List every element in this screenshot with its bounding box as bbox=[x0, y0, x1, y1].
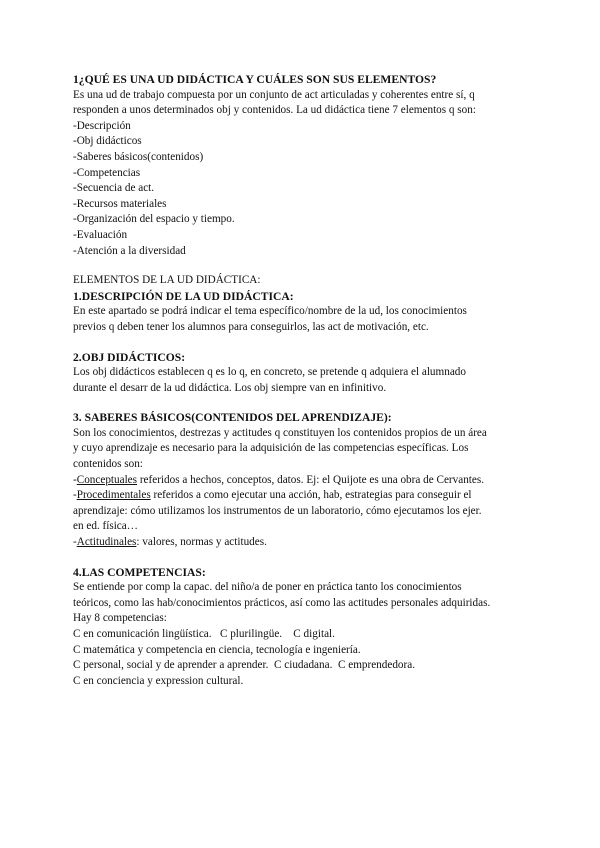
section-descripcion-heading: 1.DESCRIPCIÓN DE LA UD DIDÁCTICA: bbox=[73, 289, 294, 303]
section-competencias-line: C en conciencia y expression cultural. bbox=[73, 674, 244, 687]
procedimentales-item bbox=[73, 488, 543, 504]
item-dash: - bbox=[73, 473, 77, 486]
spacer bbox=[73, 396, 543, 410]
section-competencias-line: Hay 8 competencias: bbox=[73, 612, 167, 625]
spacer bbox=[73, 259, 543, 273]
section-descripcion-body bbox=[73, 304, 543, 335]
elements-list bbox=[73, 119, 543, 259]
list-item: -Recursos materiales bbox=[73, 197, 167, 210]
section-saberes-body bbox=[73, 426, 543, 551]
list-item: -Organización del espacio y tiempo. bbox=[73, 213, 235, 226]
list-item: -Competencias bbox=[73, 166, 141, 179]
section-competencias-line: C personal, social y de aprender a aprender. C ciudadana. C emprendedora. bbox=[73, 659, 416, 672]
section-competencias-body bbox=[73, 580, 543, 689]
elements-title: ELEMENTOS DE LA UD DIDÁCTICA: bbox=[73, 274, 261, 287]
section-1-intro bbox=[73, 88, 543, 119]
section-competencias-line: teóricos, como las hab/conocimientos prácticos, así como las actitudes personales adquiridas. bbox=[73, 596, 491, 609]
section-saberes-line: Son los conocimientos, destrezas y actitudes q constituyen los contenidos propios de un área bbox=[73, 426, 487, 439]
document-content bbox=[73, 72, 543, 689]
list-item: -Obj didácticos bbox=[73, 135, 142, 148]
list-item: -Secuencia de act. bbox=[73, 182, 155, 195]
section-descripcion-line: En este apartado se podrá indicar el tema específico/nombre de la ud, los conocimientos bbox=[73, 305, 467, 318]
spacer bbox=[73, 551, 543, 565]
procedimentales-line-3: en ed. física… bbox=[73, 520, 138, 533]
section-competencias-line: C matemática y competencia en ciencia, tecnología e ingeniería. bbox=[73, 643, 361, 656]
list-item: -Descripción bbox=[73, 119, 131, 132]
section-competencias-heading: 4.LAS COMPETENCIAS: bbox=[73, 565, 206, 579]
section-saberes-line: contenidos son: bbox=[73, 458, 143, 471]
procedimentales-line-2: aprendizaje: cómo utilizamos los instrumentos de un laboratorio, cómo ejecutamos los ejer. bbox=[73, 504, 482, 517]
procedimentales-term: Procedimentales bbox=[76, 489, 151, 502]
actitudinales-item bbox=[73, 535, 543, 551]
list-item: -Saberes básicos(contenidos) bbox=[73, 150, 204, 163]
section-1-line: responden a unos determinados obj y contenidos. La ud didáctica tiene 7 elementos q son: bbox=[73, 104, 476, 117]
list-item: -Atención a la diversidad bbox=[73, 244, 186, 257]
section-competencias-line: Se entiende por comp la capac. del niño/a de poner en práctica tanto los conocimientos bbox=[73, 581, 462, 594]
section-obj-heading: 2.OBJ DIDÁCTICOS: bbox=[73, 350, 186, 364]
conceptuales-term: Conceptuales bbox=[76, 473, 138, 486]
section-competencias-line: C en comunicación lingüística. C plurilingüe. C digital. bbox=[73, 628, 335, 640]
list-item: -Evaluación bbox=[73, 228, 128, 241]
section-obj-body bbox=[73, 365, 543, 396]
section-obj-line: durante el desarr de la ud didáctica. Los obj siempre van en infinitivo. bbox=[73, 381, 387, 394]
section-1-line: Es una ud de trabajo compuesta por un conjunto de act articuladas y coherentes entre sí, q bbox=[73, 88, 475, 101]
actitudinales-term: Actitudinales bbox=[76, 536, 137, 549]
section-obj-line: Los obj didácticos establecen q es lo q, en concreto, se pretende q adquiera el alumnado bbox=[73, 366, 466, 379]
section-descripcion-line: previos q deben tener los alumnos para conseguirlos, las act de motivación, etc. bbox=[73, 320, 429, 333]
spacer bbox=[73, 336, 543, 350]
item-dash: - bbox=[73, 489, 77, 502]
item-dash: - bbox=[73, 536, 77, 549]
section-1-heading: 1¿QUÉ ES UNA UD DIDÁCTICA Y CUÁLES SON SUS ELEMENTOS? bbox=[73, 73, 437, 86]
conceptuales-text: referidos a hechos, conceptos, datos. Ej: el Quijote es una obra de Cervantes. bbox=[137, 473, 485, 486]
section-saberes-line: y cuyo aprendizaje es necesario para la adquisición de las competencias específicas. Los bbox=[73, 442, 469, 455]
conceptuales-item bbox=[73, 473, 543, 489]
section-saberes-heading: 3. SABERES BÁSICOS(CONTENIDOS DEL APRENDIZAJE): bbox=[73, 411, 392, 425]
procedimentales-text: referidos a como ejecutar una acción, hab, estrategias para conseguir el bbox=[150, 489, 472, 502]
actitudinales-text: : valores, normas y actitudes. bbox=[136, 536, 267, 549]
